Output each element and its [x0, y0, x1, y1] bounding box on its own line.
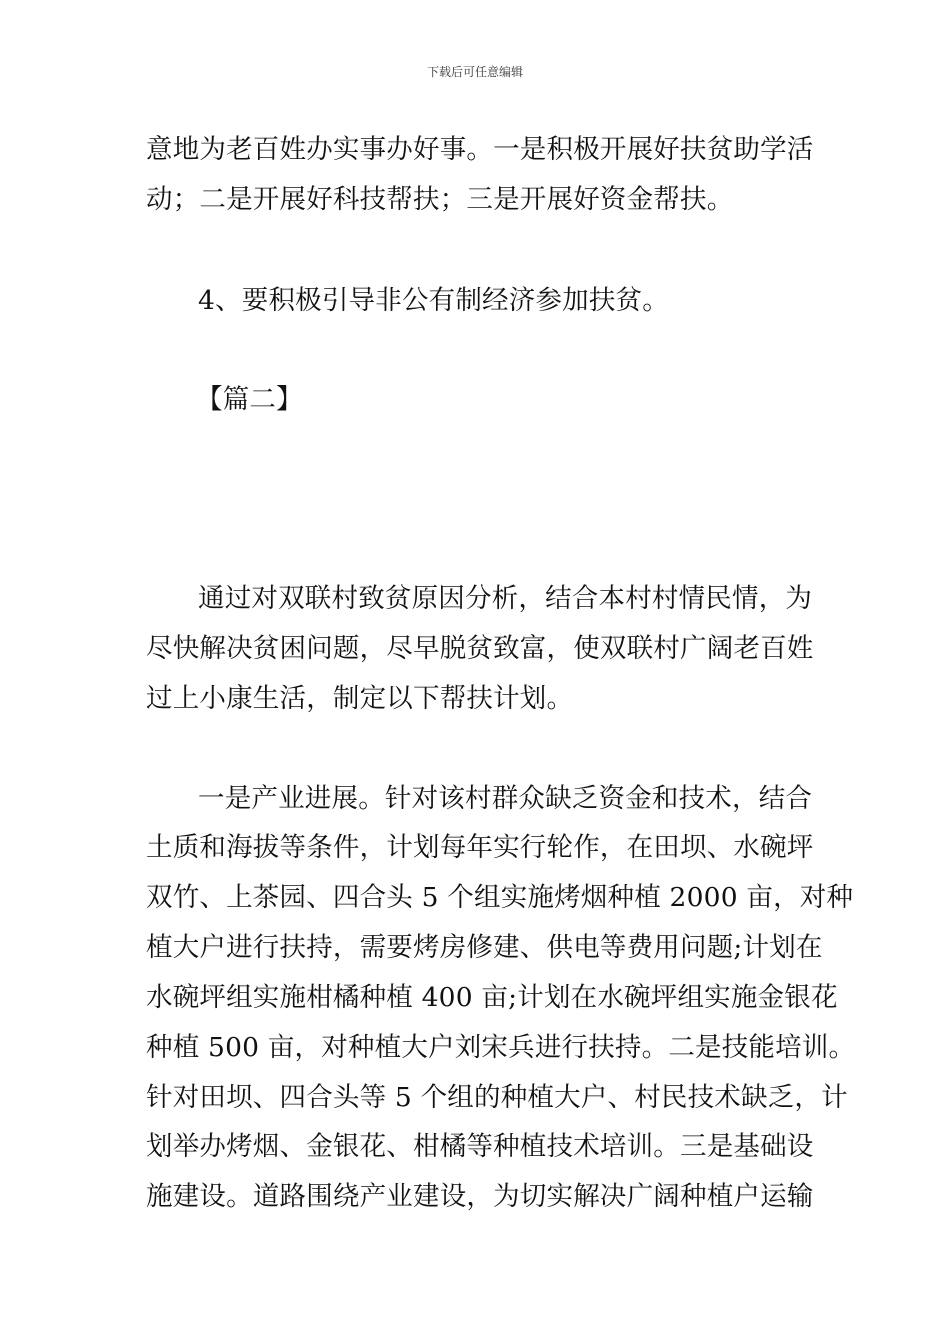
paragraph-line: 过上小康生活，制定以下帮扶计划。 — [146, 683, 574, 714]
paragraph-line: 水碗坪组实施柑橘种植 400 亩;计划在水碗坪组实施金银花 — [146, 982, 838, 1013]
paragraph-line: 通过对双联村致贫原因分析，结合本村村情民情，为 — [198, 583, 813, 614]
paragraph-line: 意地为老百姓办实事办好事。一是积极开展好扶贫助学活 — [146, 134, 814, 165]
paragraph-line: 尽快解决贫困问题，尽早脱贫致富，使双联村广阔老百姓 — [146, 633, 814, 664]
paragraph-line: 种植 500 亩，对种植大户刘宋兵进行扶持。二是技能培训。 — [146, 1032, 856, 1063]
paragraph-line: 双竹、上茶园、四合头 5 个组实施烤烟种植 2000 亩，对种 — [146, 882, 854, 913]
section-title: 【篇二】 — [196, 384, 303, 415]
paragraph-line: 4、要积极引导非公有制经济参加扶贫。 — [198, 285, 669, 316]
paragraph-line: 动；二是开展好科技帮扶；三是开展好资金帮扶。 — [146, 184, 734, 215]
paragraph-line: 施建设。道路围绕产业建设，为切实解决广阔种植户运输 — [146, 1181, 814, 1212]
paragraph-line: 一是产业进展。针对该村群众缺乏资金和技术，结合 — [198, 783, 813, 814]
paragraph-line: 土质和海拔等条件，计划每年实行轮作，在田坝、水碗坪 — [146, 832, 814, 863]
paragraph-line: 针对田坝、四合头等 5 个组的种植大户、村民技术缺乏，计 — [146, 1082, 848, 1113]
paragraph-line: 植大户进行扶持，需要烤房修建、供电等费用问题;计划在 — [146, 932, 823, 963]
paragraph-line: 划举办烤烟、金银花、柑橘等种植技术培训。三是基础设 — [146, 1131, 814, 1162]
page-header-note: 下载后可任意编辑 — [426, 65, 523, 79]
